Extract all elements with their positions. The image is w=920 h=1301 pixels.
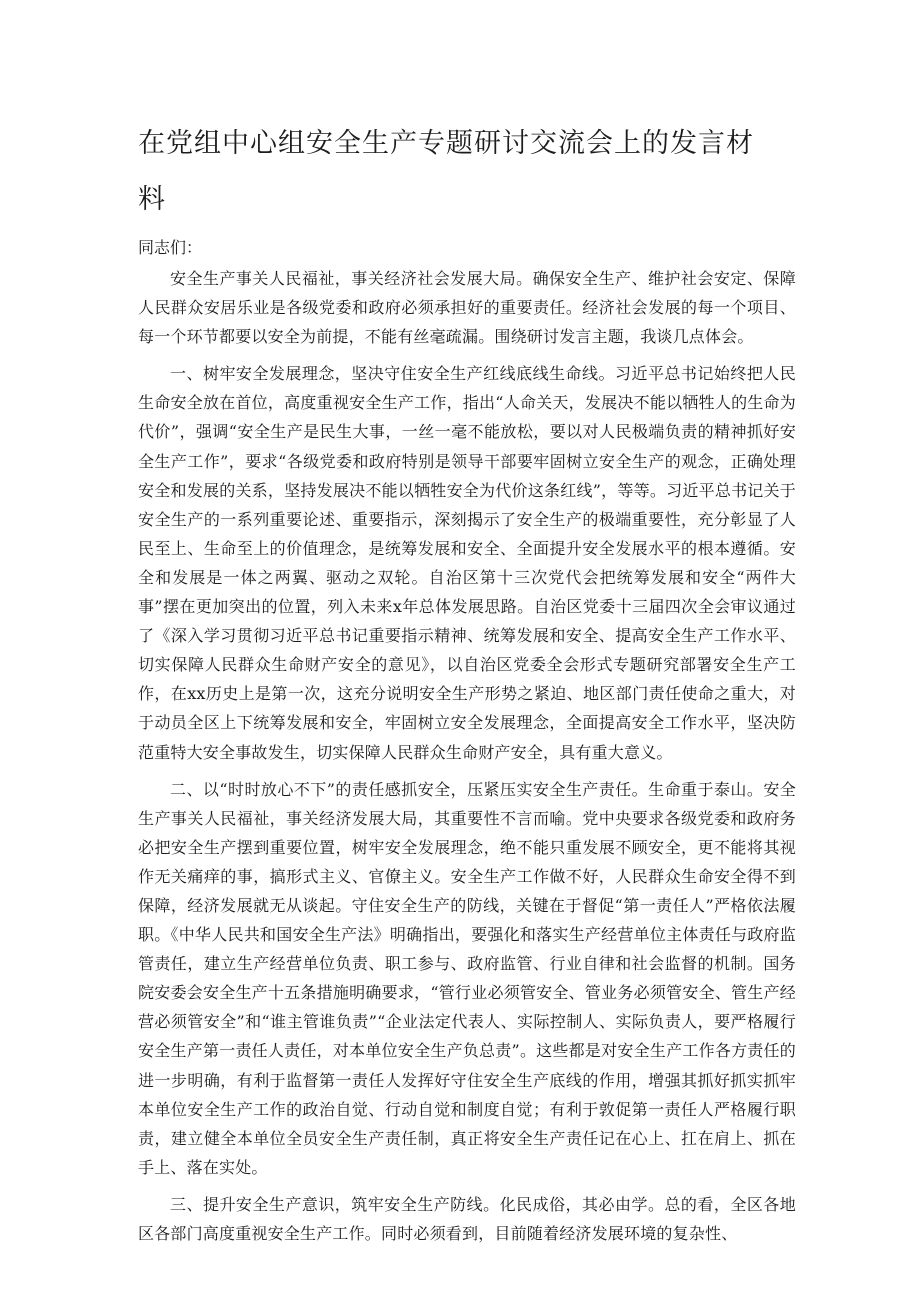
paragraph-section-3: 三、提升安全生产意识，筑牢安全生产防线。化民成俗，其必由学。总的看，全区各地区各部门高度重视安全生产工作。同时必须看到，目前随着经济发展环境的复杂性、 xyxy=(138,1194,796,1243)
salutation: 同志们： xyxy=(138,238,203,257)
paragraph-intro: 安全生产事关人民福祉，事关经济社会发展大局。确保安全生产、维护社会安定、保障人民群众安居乐业是各级党委和政府必须承担好的重要责任。经济社会发展的每一个项目、每一个环节都要以安全为前提，不能有丝毫疏漏。围绕研讨发言主题，我谈几点体会。 xyxy=(138,269,796,347)
document-title: 在党组中心组安全生产专题研讨交流会上的发言材料 xyxy=(138,128,754,215)
paragraph-section-2: 二、以“时时放心不下”的责任感抓安全，压紧压实安全生产责任。生命重于泰山。安全生产事关人民福祉，事关经济发展大局，其重要性不言而喻。党中央要求各级党委和政府务必把安全生产摆到重要位置，树牢安全发展理念，绝不能只重发展不顾安全，更不能将其视作无关痛痒的事，搞形式主义、官僚主义。安全生产工作做不好，人民群众生命安全得不到保障，经济发展就无从谈起。守住安全生产的防线，关键在于督促“第一责任人”严格依法履职。《中华人民共和国安全生产法》明确指出，要强化和落实生产经营单位主体责任与政府监管责任，建立生产经营单位负责、职工参与、政府监管、行业自律和社会监督的机制。国务院安委会安全生产十五条措施明确要求，“管行业必须管安全、管业务必须管安全、管生产经营必须管安全”和“谁主管谁负责”“企业法定代表人、实际控制人、实际负责人，要严格履行安全生产第一责任人责任，对本单位安全生产负总责”。这些都是对安全生产工作各方责任的进一步明确，有利于监督第一责任人发挥好守住安全生产底线的作用，增强其抓好抓实抓牢本单位安全生产工作的政治自觉、行动自觉和制度自觉；有利于敦促第一责任人严格履行职责，建立健全本单位全员安全生产责任制，真正将安全生产责任记在心上、扛在肩上、抓在手上、落在实处。 xyxy=(138,779,796,1177)
document-body xyxy=(138,264,796,1256)
paragraph-section-1: 一、树牢安全发展理念，坚决守住安全生产红线底线生命线。习近平总书记始终把人民生命安全放在首位，高度重视安全生产工作，指出“人命关天，发展决不能以牺牲人的生命为代价”，强调“安全生产是民生大事，一丝一毫不能放松，要以对人民极端负责的精神抓好安全生产工作”，要求“各级党委和政府特别是领导干部要牢固树立安全生产的观念，正确处理安全和发展的关系，坚持发展决不能以牺牲安全为代价这条红线”，等等。习近平总书记关于安全生产的一系列重要论述、重要指示，深刻揭示了安全生产的极端重要性，充分彰显了人民至上、生命至上的价值理念，是统筹发展和安全、全面提升安全发展水平的根本遵循。安全和发展是一体之两翼、驱动之双轮。自治区第十三次党代会把统筹发展和安全“两件大事”摆在更加突出的位置，列入未来x年总体发展思路。自治区党委十三届四次全会审议通过了《深入学习贯彻习近平总书记重要指示精神、统筹发展和安全、提高安全生产工作水平、切实保障人民群众生命财产安全的意见》，以自治区党委全会形式专题研究部署安全生产工作，在xx历史上是第一次，这充分说明安全生产形势之紧迫、地区部门责任使命之重大，对于动员全区上下统筹发展和安全，牢固树立安全发展理念，全面提高安全工作水平，坚决防范重特大安全事故发生，切实保障人民群众生命财产安全，具有重大意义。 xyxy=(138,364,796,762)
